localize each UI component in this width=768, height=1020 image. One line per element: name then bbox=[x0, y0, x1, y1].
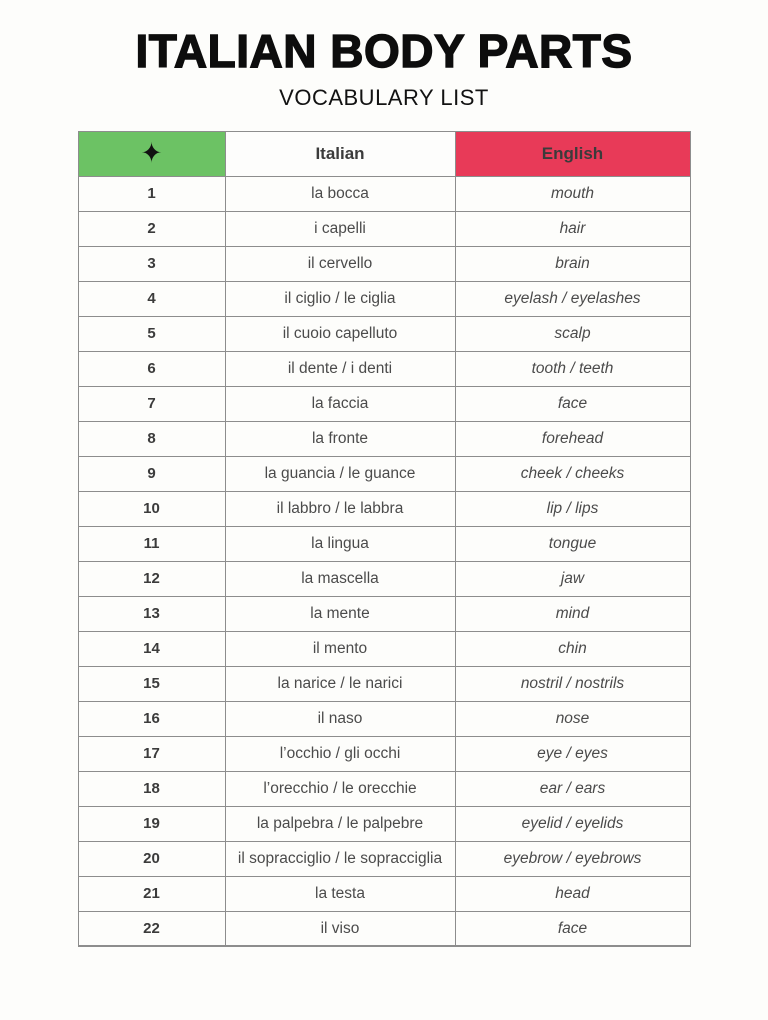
italian-column-header: Italian bbox=[225, 131, 455, 176]
row-number-cell: 17 bbox=[78, 736, 225, 771]
italian-word-cell: la mascella bbox=[225, 561, 455, 596]
english-word-cell: face bbox=[455, 386, 690, 421]
english-word-cell: nostril / nostrils bbox=[455, 666, 690, 701]
italian-word-cell: il viso bbox=[225, 911, 455, 946]
italian-word-cell: il dente / i denti bbox=[225, 351, 455, 386]
table-row bbox=[78, 526, 690, 561]
english-column-header: English bbox=[455, 131, 690, 176]
row-number-cell: 15 bbox=[78, 666, 225, 701]
table-row bbox=[78, 351, 690, 386]
table-row bbox=[78, 316, 690, 351]
english-word-cell: hair bbox=[455, 211, 690, 246]
sparkle-star-icon: ✦ bbox=[140, 137, 163, 170]
table-row bbox=[78, 736, 690, 771]
table-row bbox=[78, 176, 690, 211]
table-row bbox=[78, 631, 690, 666]
table-row bbox=[78, 561, 690, 596]
table-row bbox=[78, 491, 690, 526]
row-number-cell: 8 bbox=[78, 421, 225, 456]
english-word-cell: eyebrow / eyebrows bbox=[455, 841, 690, 876]
table-row bbox=[78, 281, 690, 316]
table-row bbox=[78, 421, 690, 456]
italian-word-cell: il cuoio capelluto bbox=[225, 316, 455, 351]
italian-word-cell: il cervello bbox=[225, 246, 455, 281]
table-header-row bbox=[78, 131, 690, 176]
row-number-cell: 19 bbox=[78, 806, 225, 841]
row-number-cell: 21 bbox=[78, 876, 225, 911]
italian-word-cell: l’occhio / gli occhi bbox=[225, 736, 455, 771]
row-number-cell: 5 bbox=[78, 316, 225, 351]
table-row bbox=[78, 211, 690, 246]
english-word-cell: eyelid / eyelids bbox=[455, 806, 690, 841]
table-row bbox=[78, 771, 690, 806]
table-row bbox=[78, 806, 690, 841]
table-row bbox=[78, 701, 690, 736]
italian-word-cell: la mente bbox=[225, 596, 455, 631]
table-row bbox=[78, 596, 690, 631]
english-word-cell: eyelash / eyelashes bbox=[455, 281, 690, 316]
italian-word-cell: la narice / le narici bbox=[225, 666, 455, 701]
row-number-cell: 2 bbox=[78, 211, 225, 246]
english-word-cell: tooth / teeth bbox=[455, 351, 690, 386]
english-word-cell: eye / eyes bbox=[455, 736, 690, 771]
english-word-cell: forehead bbox=[455, 421, 690, 456]
row-number-cell: 18 bbox=[78, 771, 225, 806]
english-word-cell: brain bbox=[455, 246, 690, 281]
row-number-cell: 1 bbox=[78, 176, 225, 211]
italian-word-cell: i capelli bbox=[225, 211, 455, 246]
italian-word-cell: la faccia bbox=[225, 386, 455, 421]
page-subtitle: VOCABULARY LIST bbox=[279, 84, 489, 110]
page-title: ITALIAN BODY PARTS bbox=[135, 25, 633, 77]
english-word-cell: mind bbox=[455, 596, 690, 631]
row-number-cell: 20 bbox=[78, 841, 225, 876]
table-row bbox=[78, 841, 690, 876]
english-word-cell: chin bbox=[455, 631, 690, 666]
row-number-cell: 11 bbox=[78, 526, 225, 561]
row-number-cell: 7 bbox=[78, 386, 225, 421]
table-row bbox=[78, 386, 690, 421]
english-word-cell: lip / lips bbox=[455, 491, 690, 526]
italian-word-cell: l’orecchio / le orecchie bbox=[225, 771, 455, 806]
english-word-cell: tongue bbox=[455, 526, 690, 561]
italian-word-cell: la guancia / le guance bbox=[225, 456, 455, 491]
italian-word-cell: la palpebra / le palpebre bbox=[225, 806, 455, 841]
row-number-cell: 4 bbox=[78, 281, 225, 316]
row-number-cell: 16 bbox=[78, 701, 225, 736]
italian-word-cell: il ciglio / le ciglia bbox=[225, 281, 455, 316]
italian-word-cell: la lingua bbox=[225, 526, 455, 561]
row-number-cell: 12 bbox=[78, 561, 225, 596]
italian-word-cell: la bocca bbox=[225, 176, 455, 211]
row-number-cell: 13 bbox=[78, 596, 225, 631]
italian-word-cell: il mento bbox=[225, 631, 455, 666]
italian-word-cell: il labbro / le labbra bbox=[225, 491, 455, 526]
table-row bbox=[78, 246, 690, 281]
english-word-cell: nose bbox=[455, 701, 690, 736]
document-page bbox=[0, 26, 768, 1020]
row-number-cell: 14 bbox=[78, 631, 225, 666]
table-row bbox=[78, 911, 690, 946]
row-number-cell: 6 bbox=[78, 351, 225, 386]
italian-word-cell: la testa bbox=[225, 876, 455, 911]
table-row bbox=[78, 876, 690, 911]
row-number-cell: 9 bbox=[78, 456, 225, 491]
italian-word-cell: il naso bbox=[225, 701, 455, 736]
english-word-cell: jaw bbox=[455, 561, 690, 596]
italian-word-cell: la fronte bbox=[225, 421, 455, 456]
row-number-cell: 3 bbox=[78, 246, 225, 281]
table-row bbox=[78, 666, 690, 701]
english-word-cell: face bbox=[455, 911, 690, 946]
star-header-cell bbox=[78, 131, 225, 176]
english-word-cell: mouth bbox=[455, 176, 690, 211]
vocabulary-table bbox=[78, 131, 691, 948]
english-word-cell: cheek / cheeks bbox=[455, 456, 690, 491]
row-number-cell: 22 bbox=[78, 911, 225, 946]
english-word-cell: head bbox=[455, 876, 690, 911]
table-row bbox=[78, 456, 690, 491]
english-word-cell: scalp bbox=[455, 316, 690, 351]
italian-word-cell: il sopracciglio / le sopracciglia bbox=[225, 841, 455, 876]
english-word-cell: ear / ears bbox=[455, 771, 690, 806]
row-number-cell: 10 bbox=[78, 491, 225, 526]
